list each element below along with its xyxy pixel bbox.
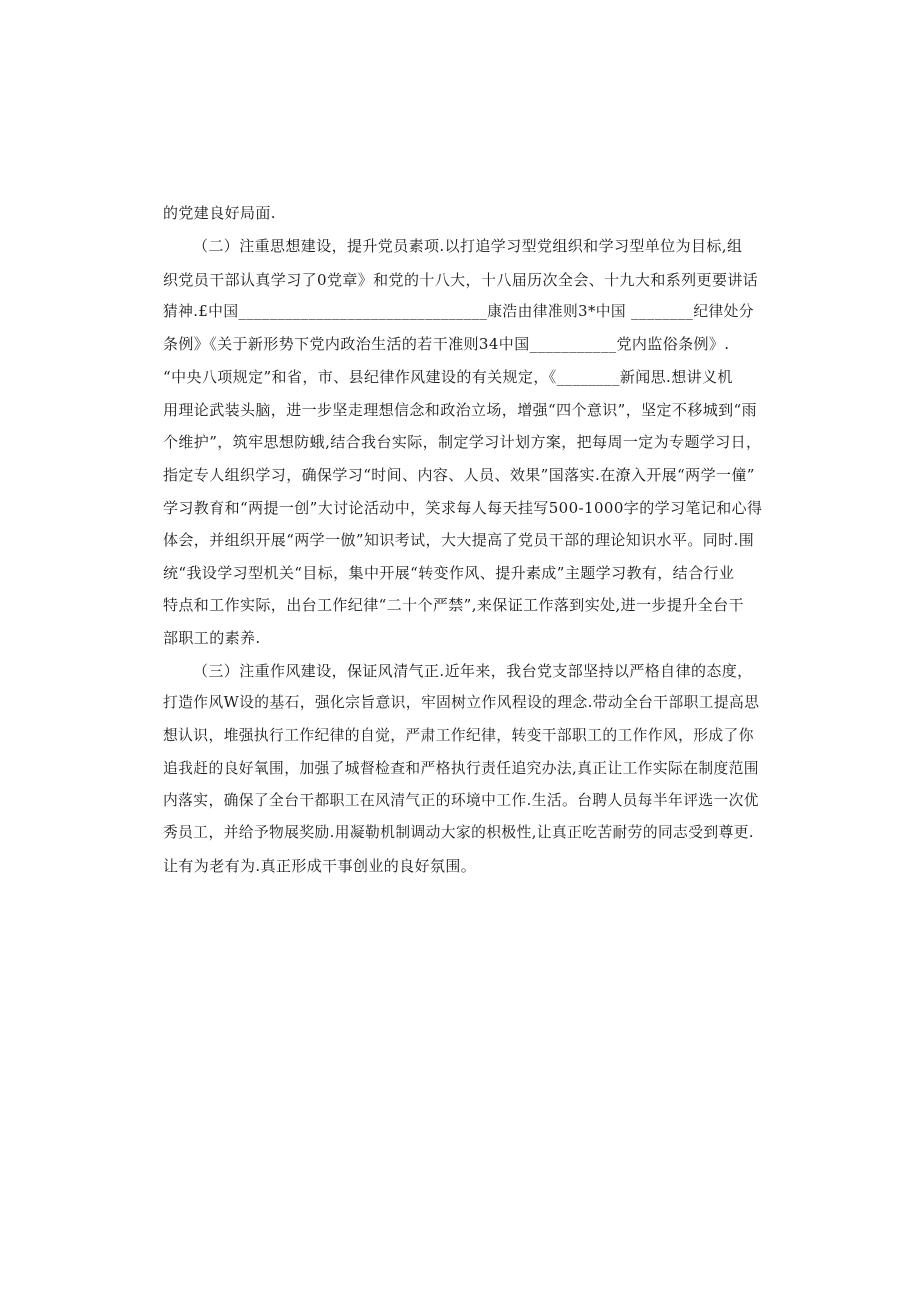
text-line: 条例》《关于新形势下党内政治生活的若干准则34中国___________党内监俗条例》. — [163, 335, 730, 353]
text-line: 猜神.£中国________________________________康浩由律准则3*中国 ________纪律处分 — [163, 303, 754, 320]
text-line: 指定专人组织学习，确保学习“时间、内容、人员、效果”国落实.在潦入开展“两学一僮” — [163, 466, 755, 484]
text-line: 的党建良好局面. — [163, 204, 276, 222]
text-line: 打造作风W设的基石，强化宗旨意识，牢固树立作风程设的理念.带动全台干部职工提高思 — [163, 694, 760, 711]
text-line: 秀员工，并给予物展奖励.用凝勒机制调动大家的枳极性,让真正吃苦耐劳的同志受到尊更. — [163, 824, 754, 841]
text-line: 想认识，堆强执行工作纪律的自觉，严肃工作纪律，转变干部职工的工作作风，形成了你 — [163, 727, 754, 744]
text-line: 让有为老有为.真正形成干事创业的良好氛围。 — [163, 857, 477, 875]
text-line: 学习教育和“两提一创”大讨论活动中，笑求每人每天挂写500-1000字的学习笔记和心得 — [163, 499, 763, 517]
text-line: 体会，并组织开展“两学一倣”知识考试，大大提高了党员干部的理论知识水平。同时.围 — [163, 531, 755, 549]
text-line: 个维护”，筑牢思想防蛾,结合我台实际，制定学习计划方案，把每周一定为专题学习日， — [163, 433, 762, 451]
text-line: 统“我设学习型机关“目标，集中开展“转变作风、提升素成”主题学习教有，结合行业 — [163, 564, 735, 582]
text-line: 追我赶的良好氧围，加强了城督检查和严格执行责任追究办法,真正让工作实际在制度范围 — [163, 760, 759, 777]
text-line: 织党员干部认真学习了0党章》和党的十八大，十八届历次全会、十九大和系列更要讲话 — [163, 271, 759, 289]
text-line: “中央八项规定”和省，市、县纪律作风建设的有关规定，《________新闻思.想讲义机 — [163, 368, 733, 386]
text-line: 用理论武装头脑，进一步坚走理想信念和政治立场，增强“四个意识”，坚定不移城到“雨 — [163, 401, 758, 419]
text-line: 部职工的素养. — [163, 629, 261, 647]
paragraph-2-first-line: （二）注重思想建设，提升党员素项.以打追学习型党组织和学习型单位为目标,组 — [193, 237, 743, 255]
text-line: 特点和工作实际，出台工作纪律“二十个严禁”,来保证工作落到实处,进一步提升全台干 — [163, 596, 744, 614]
text-line: 内落实，确保了全台干都职工在风清气正的环境中工作.生活。台聘人员每半年评选一次优 — [163, 792, 759, 809]
paragraph-3-first-line: （三）注重作风建设，保证风清气正.近年来，我台党支部坚持以严格自律的态度， — [193, 662, 753, 680]
